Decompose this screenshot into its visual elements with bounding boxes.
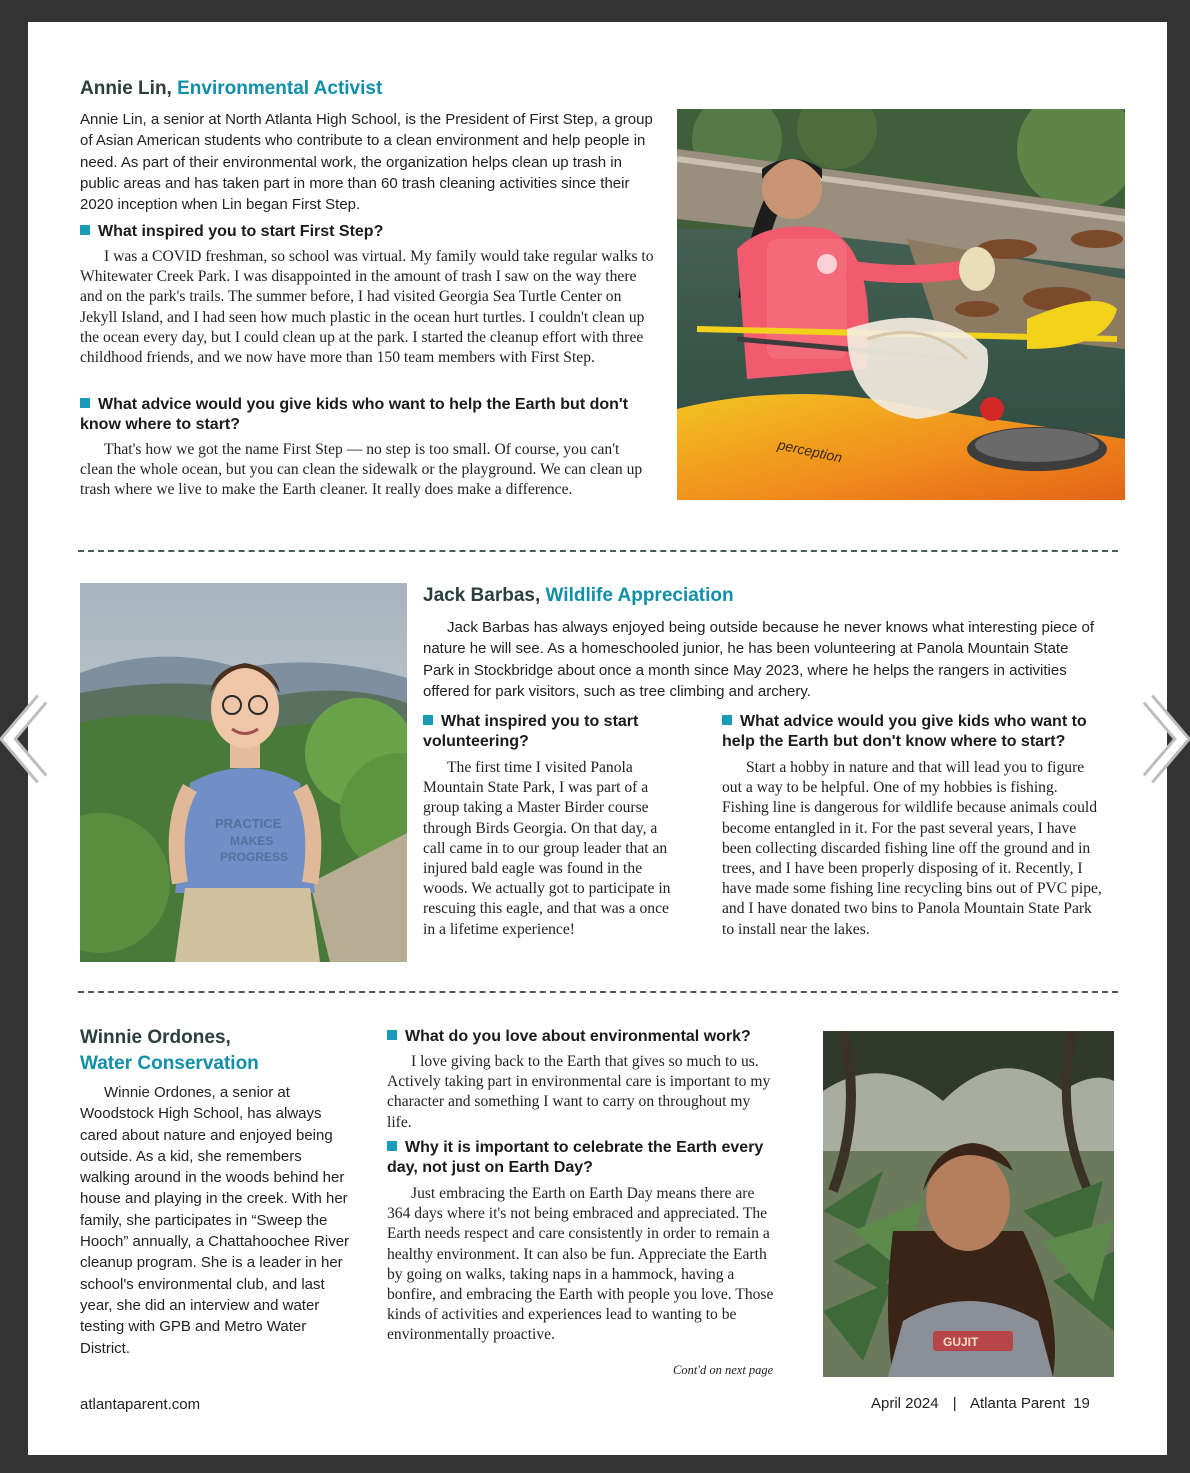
jack-role: Wildlife Appreciation [545,585,734,606]
winnie-question-2: Why it is important to celebrate the Earth every day, not just on Earth Day? [387,1139,764,1176]
section-divider [78,550,1118,552]
winnie-name: Winnie Ordones, [80,1027,231,1048]
annie-name: Annie Lin, [80,78,172,99]
kayak-brand-text: perception [776,436,844,466]
shirt-text-line1: PRACTICE [215,816,282,831]
annie-question-2: What advice would you give kids who want to help the Earth but don't know where to start? [80,396,629,433]
footer-date: April 2024 [871,1395,939,1412]
footer-separator: | [952,1395,957,1412]
bullet-square-icon [80,398,90,408]
winnie-question-1: What do you love about environmental work? [387,1027,807,1047]
jack-question-2: What advice would you give kids who want to help the Earth but don't know where to start? [722,713,1087,750]
portrait-illustration [823,1031,1114,1377]
annie-answer-2: That's how we got the name First Step — no step is too small. Of course, you can't clean the whole ocean, but you can clean the sidewalk or the playground. We can clean up trash where we live to make the Earth cleaner. It really does make a difference. [80,441,643,499]
chevron-left-icon [0,693,50,785]
magazine-page [28,22,1167,1455]
footer-magazine: Atlanta Parent [969,1395,1066,1412]
bullet-square-icon [387,1141,397,1151]
winnie-role: Water Conservation [80,1053,259,1074]
annie-answer-1: I was a COVID freshman, so school was virtual. My family would take regular walks to Whitewater Creek Park. I was disappointed in the amount of trash I saw on the way there and on the park's trails. The summer before, I had visited Georgia Sea Turtle Center on Jekyll Island, and I had seen how much plastic in the ocean hurt turtles. I couldn't clean up the ocean every day, but I could clean up at the park. I started the cleanup effort with three childhood friends, and we now have more than 150 team members with First Step. [80,248,654,367]
jack-answer-1: The first time I visited Panola Mountain State Park, I was part of a group taking a Master Birder course through Birds Georgia. On that day, a call came in to our group leader that an injured bald eagle was found in the woods. We actually got to participate in rescuing this eagle, and that was a once in a lifetime experience! [423,759,671,938]
winnie-answer-2: Just embracing the Earth on Earth Day means there are 364 days where it's not being embraced and appreciated. The Earth needs respect and care consistently in order to remain a healthy environment. It can also be fun. Appreciate the Earth by going on walks, taking naps in a hammock, having a bonfire, and embracing the Earth with people you love. Those kinds of activities and experiences lead to wanting to be environmentally proactive. [387,1185,774,1344]
shirt-text: GUJIT [943,1335,979,1349]
jack-answer-2: Start a hobby in nature and that will lead you to figure out a way to be helpful. One of my hobbies is fishing. Fishing line is dangerous for wildlife because animals could become entangled in it. For the past several years, I have been collecting discarded fishing line off the ground and in trees, and I have been properly disposing of it. Recently, I have made some fishing line recycling bins out of PVC pipe, and I have donated two bins to Panola Mountain State Park to install near the lakes. [722,759,1102,938]
annie-intro: Annie Lin, a senior at North Atlanta High School, is the President of First Step, a group of Asian American students who contribute to a clean environment and help people in need. As part of their environmental work, the organization helps clean up trash in public areas and has taken part in more than 60 trash cleaning activities since their 2020 inception when Lin began First Step. [80,111,653,214]
jack-question-1: What inspired you to start volunteering? [423,713,639,750]
winnie-heading [80,1025,259,1077]
annie-kayak-photo [677,109,1125,500]
jack-intro: Jack Barbas has always enjoyed being outside because he never knows what interesting piece of nature he will see. As a homeschooled junior, he has been volunteering at Panola Mountain State Park in Stockbridge about once a month since May 2023, where he helps the rangers in activities offered for park visitors, such as tree climbing and archery. [423,619,1095,700]
chevron-right-icon [1140,693,1190,785]
annie-role: Environmental Activist [177,78,383,99]
winnie-intro: Winnie Ordones, a senior at Woodstock High School, has always cared about nature and enjoyed being outside. As a kid, she remembers walking around in the woods behind her house and playing in the creek. With her family, she participates in “Sweep the Hooch” annually, a Chattahoochee River cleanup program. She is a leader in her school's environmental club, and last year, she did an interview and water testing with GPB and Metro Water District. [80,1084,350,1357]
prev-page-button[interactable] [0,693,50,785]
annie-heading [80,78,382,100]
bullet-square-icon [423,715,433,725]
bullet-square-icon [387,1030,397,1040]
kayak-illustration [677,109,1125,500]
winnie-photo [823,1031,1114,1377]
jack-heading [423,585,734,607]
footer-page-number: 19 [1073,1395,1090,1412]
shirt-text-line2: MAKES [230,834,274,848]
next-page-button[interactable] [1140,693,1190,785]
annie-question-1: What inspired you to start First Step? [80,222,660,242]
bullet-square-icon [722,715,732,725]
continued-note: Cont'd on next page [673,1363,774,1377]
footer-website: atlantaparent.com [80,1396,201,1413]
footer-info [871,1395,1090,1412]
shirt-text-line3: PROGRESS [220,850,289,864]
jack-photo [80,583,407,962]
bullet-square-icon [80,225,90,235]
winnie-answer-1: I love giving back to the Earth that gives so much to us. Actively taking part in environmental care is important to my character and something I want to carry on throughout my life. [387,1053,771,1131]
jack-name: Jack Barbas, [423,585,541,606]
portrait-illustration [80,583,407,962]
section-divider [78,991,1118,993]
